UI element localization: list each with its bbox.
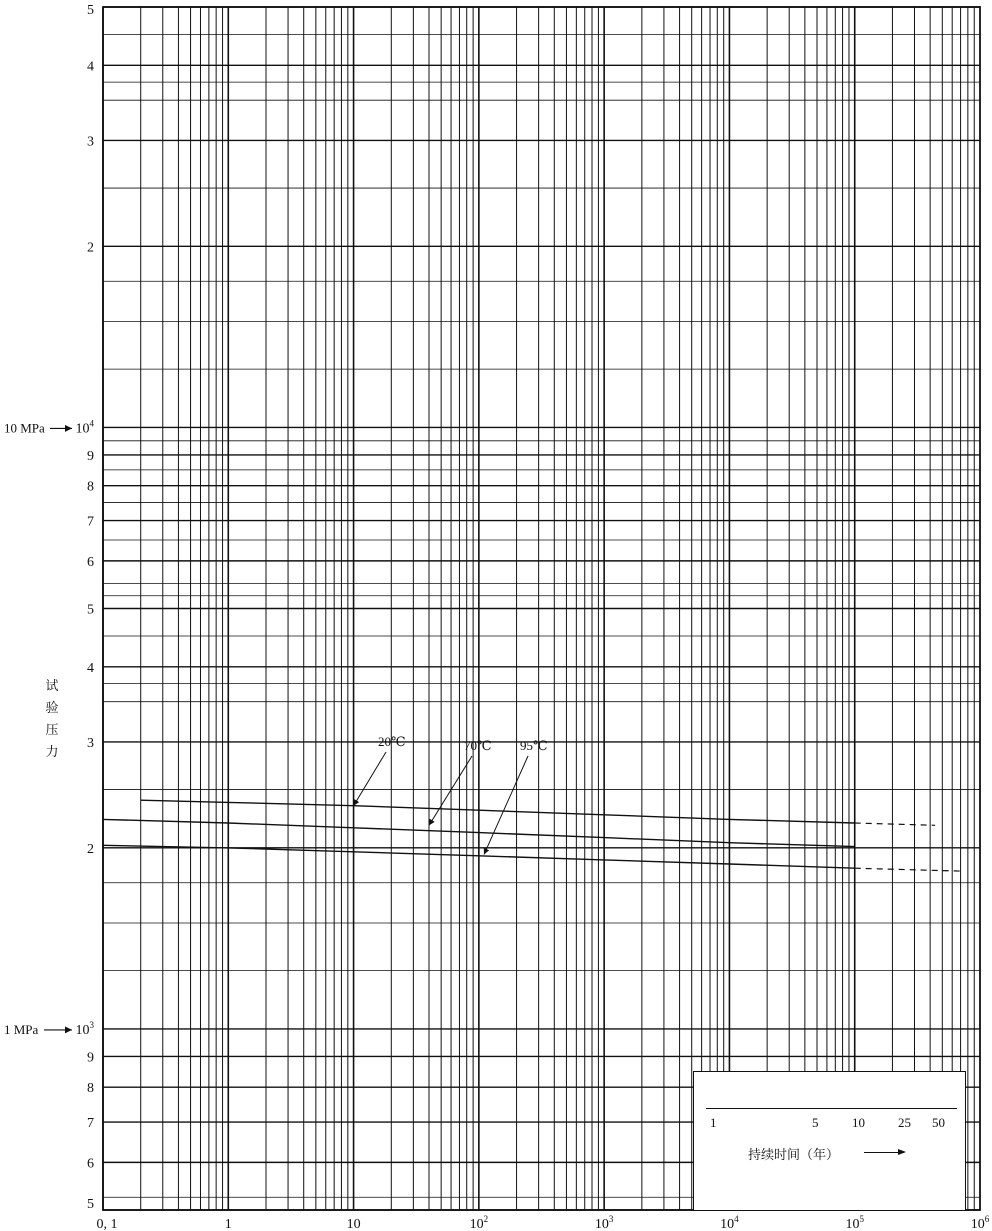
x-tick-exponent: 3 [608,1214,614,1224]
y-tick-labels [76,3,95,1212]
y-tick-label: 5 [87,1197,94,1212]
unit-markers [4,420,72,1037]
y-tick-label: 3 [87,735,94,751]
series-layer [103,800,961,871]
y-tick-label: 5 [87,3,94,18]
y-tick-label: 8 [87,479,94,495]
grid [103,7,980,1210]
x-tick-label: $10^5$ [845,1214,864,1231]
y-tick-label: 6 [87,554,94,570]
x-tick-labels [97,1214,990,1231]
x-tick-exponent: 4 [734,1214,739,1224]
inset-label-1: 1 [710,1115,717,1130]
unit-marker-label: 1 MPa [4,1021,39,1037]
y-tick-label: $10^4$ [75,418,94,437]
unit-marker-label: 10 MPa [4,420,45,436]
x-tick-label: 1 [224,1217,232,1231]
y-tick-label: 9 [87,448,94,464]
y-tick-label: $10^3$ [75,1019,94,1038]
x-tick-exponent: 2 [483,1214,489,1224]
x-tick-label: $10^4$ [720,1214,739,1231]
y-tick-label: 7 [87,514,94,530]
x-tick-label: 10 [346,1217,361,1231]
y-tick-label: 5 [87,602,94,618]
y-axis-label-char: 压 [45,723,59,738]
annotation-layer [354,734,548,854]
annotation-arrow [354,752,386,806]
inset-label-10: 10 [852,1115,865,1130]
inset-label-50: 50 [932,1115,945,1130]
y-tick-label: 9 [87,1050,94,1066]
annotation-arrow [429,756,472,825]
y-tick-label: 6 [87,1156,94,1172]
inset-label-5: 5 [812,1115,819,1130]
y-tick-exponent: 4 [89,418,94,429]
x-tick-label: $10^2$ [469,1214,489,1231]
x-tick-label: $10^6$ [970,1214,990,1231]
inset-arrow-icon [864,1152,904,1153]
x-tick-label: $10^3$ [594,1214,614,1231]
annotation-arrow [484,756,528,854]
annotation-label: 95℃ [520,738,548,753]
y-tick-label: 8 [87,1081,94,1097]
y-axis-label-char: 验 [45,701,59,716]
x-tick-exponent: 5 [859,1214,864,1224]
y-tick-label: 2 [87,841,94,857]
y-axis-label-char: 力 [45,745,59,760]
y-axis-label-char: 试 [45,679,59,694]
x-tick-label: 0, 1 [96,1217,118,1231]
inset-label-25: 25 [898,1115,911,1130]
inset-axis-line [706,1108,957,1109]
inset-title: 持续时间（年） [748,1148,840,1163]
annotation-label: 70℃ [464,738,492,753]
duration-inset [693,1071,966,1211]
annotation-label: 20℃ [378,734,406,749]
y-tick-label: 4 [87,59,94,75]
series-line-extrapolated-2 [855,868,961,871]
y-tick-exponent: 3 [89,1019,94,1030]
y-tick-label: 7 [87,1116,94,1132]
y-tick-label: 2 [87,240,94,256]
y-tick-label: 3 [87,134,94,150]
series-line-extrapolated-0 [855,823,935,825]
x-tick-exponent: 6 [984,1214,990,1224]
y-axis-label [45,679,58,760]
series-line-0 [141,800,855,823]
y-tick-label: 4 [87,660,94,676]
